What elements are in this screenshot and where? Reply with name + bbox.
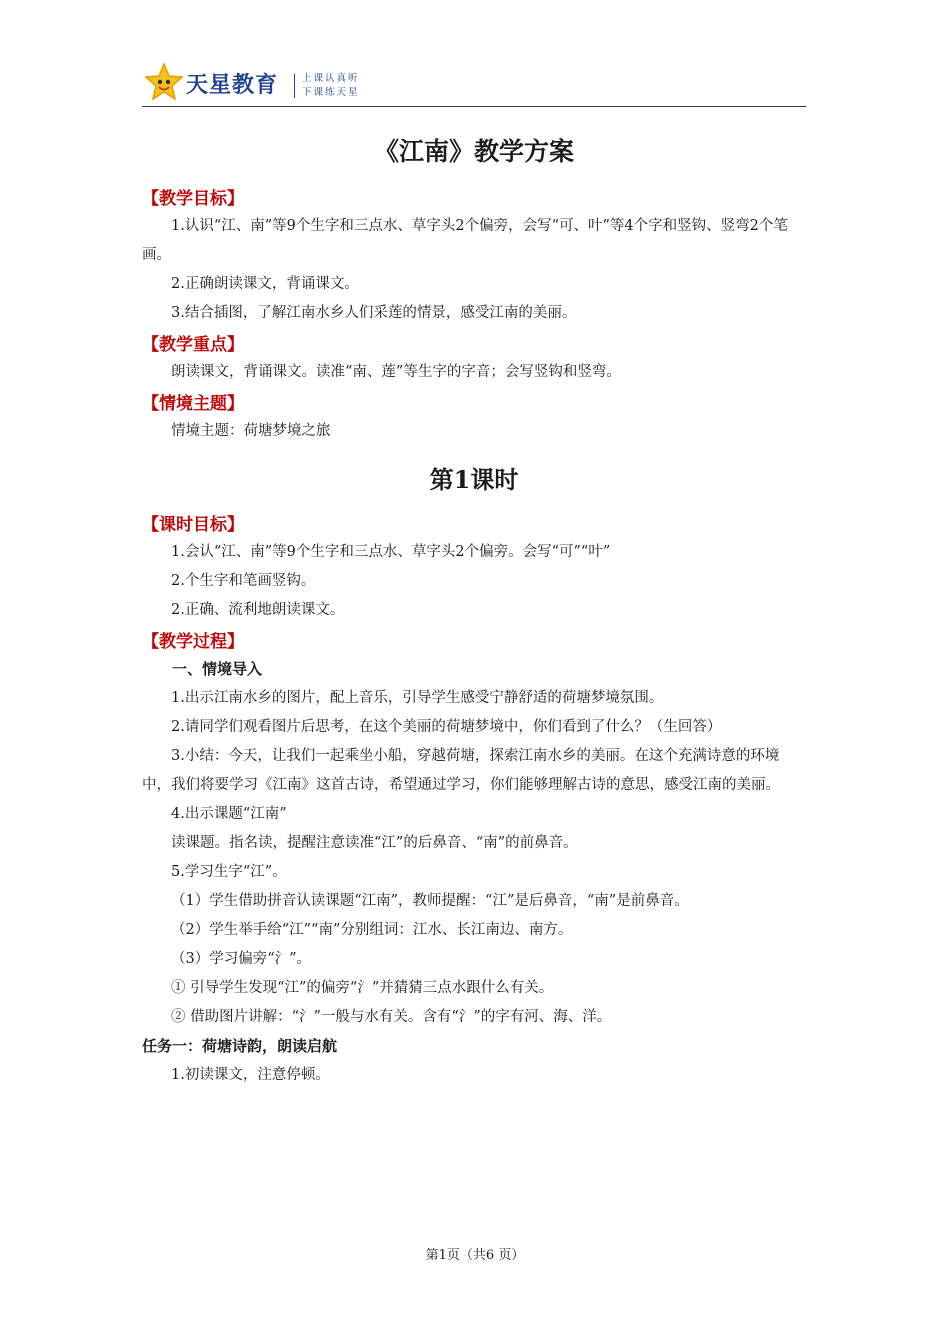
step-paragraph: 4.出示课题“江南” [171,806,287,822]
theme-heading: 【情境主题】 [142,394,244,414]
step-paragraph: 2.请同学们观看图片后思考，在这个美丽的荷塘梦境中，你们看到了什么？（生回答） [171,719,722,735]
star-logo-icon [144,62,184,102]
lesson-goal-item: 2.正确、流利地朗读课文。 [171,602,345,618]
step-1-heading: 一、情境导入 [172,660,263,678]
document-body [142,120,806,1090]
goal-item: 1.认识“江、南”等9个生字和三点水、草字头2个偏旁，会写“可、叶”等4个字和竖钩、竖弯2个笔画。 [142,218,788,263]
step-paragraph: （1）学生借助拼音认读课题“江南”，教师提醒：“江”是后鼻音，“南”是前鼻音。 [171,893,689,909]
brand-slogan [302,72,360,100]
brand-name: 天星教育 [186,73,279,98]
goals-heading: 【教学目标】 [142,189,244,209]
step-paragraph: （3）学习偏旁“氵”。 [171,951,312,967]
task-1-heading: 任务一：荷塘诗韵，朗读启航 [142,1037,338,1055]
task-paragraph: 1.初读课文，注意停顿。 [171,1067,330,1083]
lesson-title: 第1课时 [429,465,519,494]
key-points-heading: 【教学重点】 [142,335,244,355]
lesson-goals-heading: 【课时目标】 [142,515,244,535]
slogan-line-2: 下课练天星 [302,87,360,98]
document-title: 《江南》教学方案 [373,137,574,166]
step-paragraph: 1.出示江南水乡的图片，配上音乐，引导学生感受宁静舒适的荷塘梦境氛围。 [171,690,664,706]
goal-item: 2.正确朗读课文，背诵课文。 [171,276,359,292]
process-heading: 【教学过程】 [142,632,244,652]
goal-item: 3.结合插图，了解江南水乡人们采莲的情景，感受江南的美丽。 [171,305,577,321]
step-paragraph: 5.学习生字“江”。 [171,864,287,880]
lesson-goal-item: 1.会认“江、南”等9个生字和三点水、草字头2个偏旁。会写“可”“叶” [171,544,611,560]
lesson-goal-item: 2.个生字和笔画竖钩。 [171,573,316,589]
step-paragraph: ① 引导学生发现“江”的偏旁“氵”并猜猜三点水跟什么有关。 [171,980,554,996]
step-paragraph: （2）学生举手给“江”“南”分别组词：江水、长江南边、南方。 [171,922,573,938]
step-paragraph: 3.小结：今天，让我们一起乘坐小船，穿越荷塘，探索江南水乡的美丽。在这个充满诗意的环境中，我们将要学习《江南》这首古诗，希望通过学习，你们能够理解古诗的意思，感受江南的美丽。 [142,748,780,793]
theme-text: 情境主题：荷塘梦境之旅 [171,423,331,439]
step-paragraph: ② 借助图片讲解：“氵”一般与水有关。含有“氵”的字有河、海、洋。 [171,1009,612,1025]
page-number: 第1页（共6 页） [425,1248,525,1263]
key-points-text: 朗读课文，背诵课文。读准“南、莲”等生字的字音；会写竖钩和竖弯。 [171,364,621,380]
brand-divider [294,74,295,98]
page-header [142,60,806,107]
read-title-instruction: 读课题。指名读，提醒注意读准“江”的后鼻音、“南”的前鼻音。 [171,835,578,851]
slogan-line-1: 上课认真听 [302,73,360,84]
